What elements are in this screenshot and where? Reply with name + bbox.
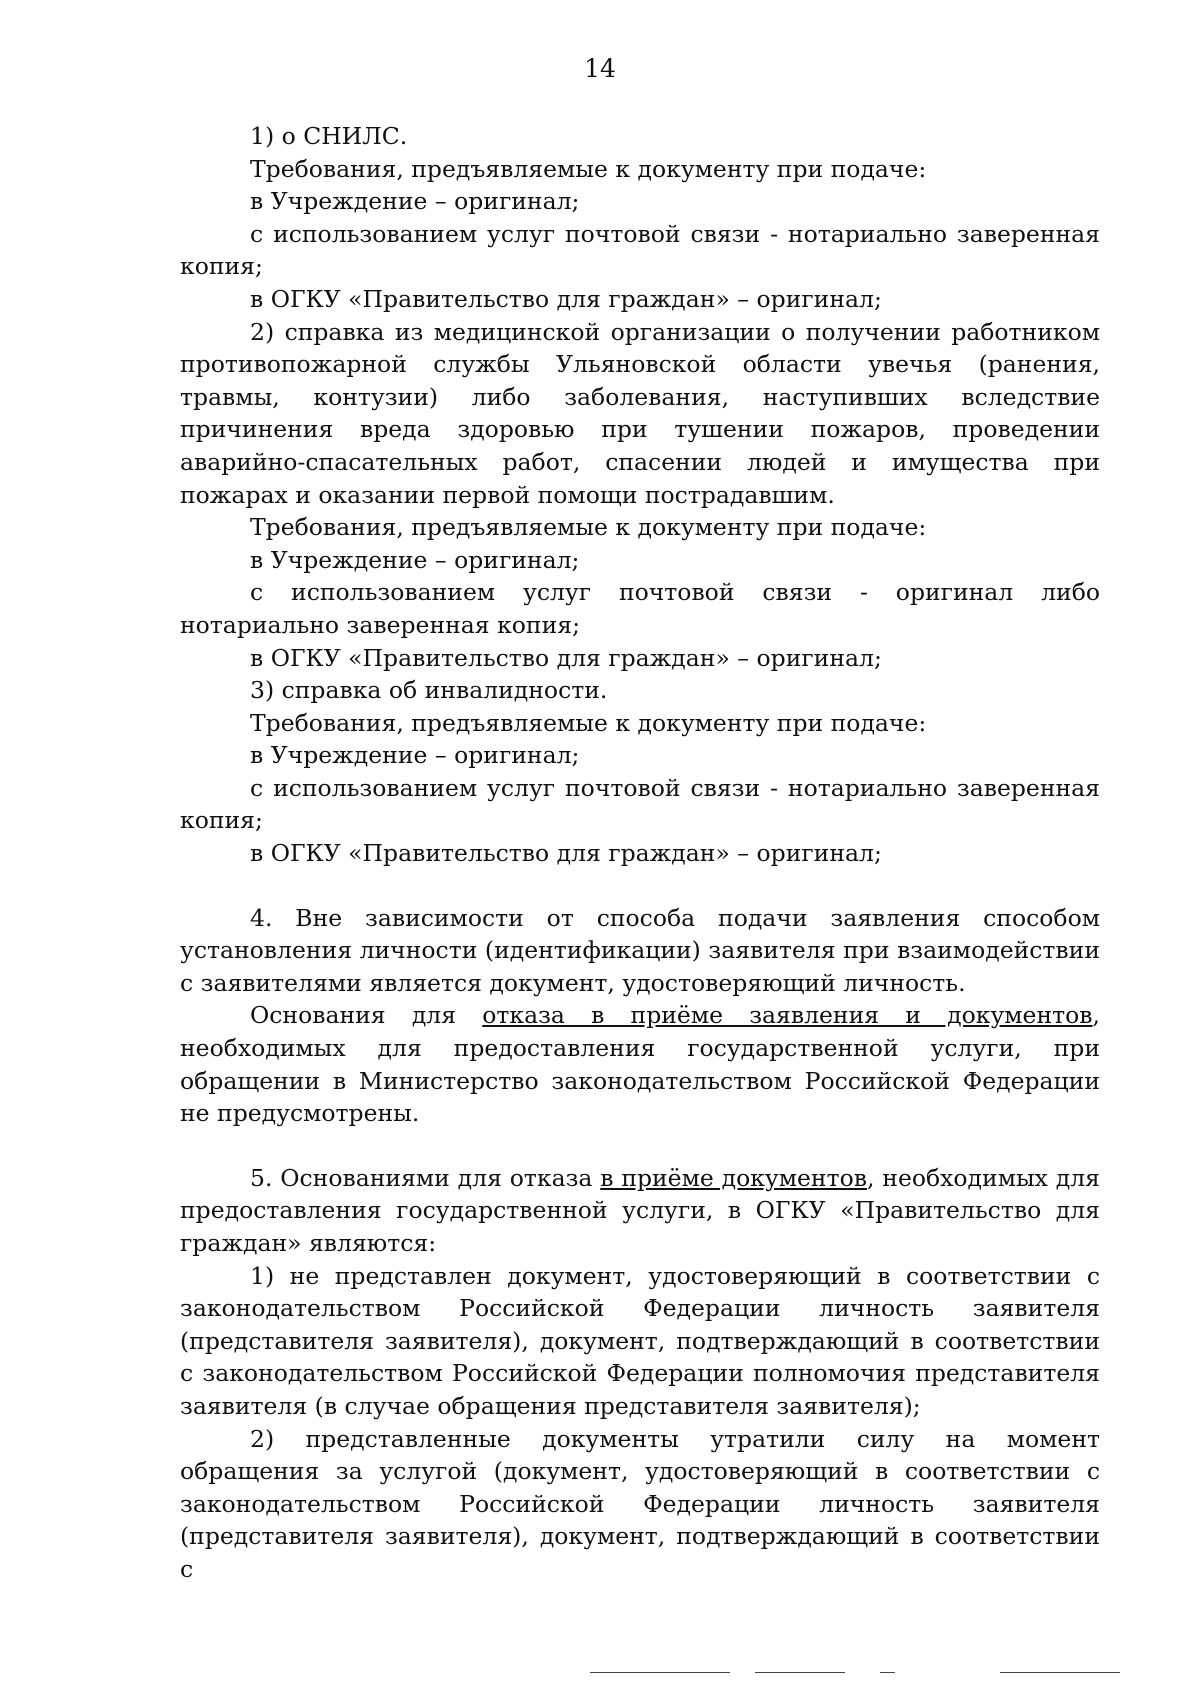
paragraph: 1) не представлен документ, удостоверяющий в соответствии с законодательством Российской Федерации личность заявителя (представителя заявителя), документ, подтверждающий в соответствии с законодательством Российской Федерации полномочия представителя заявителя (в случае обращения представителя заявителя); bbox=[180, 1261, 1100, 1420]
paragraph: с использованием услуг почтовой связи - оригинал либо нотариально заверенная копия; bbox=[180, 578, 1100, 639]
document-body bbox=[180, 120, 1100, 1586]
paragraph: в Учреждение – оригинал; bbox=[250, 187, 580, 216]
paragraph: с использованием услуг почтовой связи - нотариально заверенная копия; bbox=[180, 219, 1100, 281]
paragraph-section-5 bbox=[180, 1162, 1100, 1260]
paragraph: 3) справка об инвалидности. bbox=[250, 676, 608, 705]
text-run: , необходимых для предоставления государственной услуги, при обращении в Министерство законодательством Российской Федерации не предусмотрены. bbox=[180, 1001, 1100, 1128]
text-run: , необходимых для предоставления государственной услуги, в ОГКУ «Правительство для граждан» являются: bbox=[180, 1163, 1100, 1257]
text-run: 5. Основаниями для отказа bbox=[250, 1163, 601, 1192]
underlined-text: отказа в приёме заявления и документов bbox=[482, 1001, 1093, 1030]
paragraph: 2) справка из медицинской организации о получении работником противопожарной службы Ульяновской области увечья (ранения, травмы, контузии) либо заболевания, наступивших вследствие причинения вреда здоровью при тушении пожаров, проведении аварийно-спасательных работ, спасении людей и имущества при пожарах и оказании первой помощи пострадавшим. bbox=[180, 317, 1100, 509]
text-run: Основания для bbox=[250, 1001, 483, 1030]
paragraph: в Учреждение – оригинал; bbox=[250, 545, 580, 574]
footer-rule bbox=[755, 1672, 845, 1673]
paragraph-refusal-grounds bbox=[180, 999, 1100, 1129]
paragraph: в Учреждение – оригинал; bbox=[250, 741, 580, 770]
underlined-text: в приёме документов bbox=[600, 1163, 867, 1192]
paragraph: Требования, предъявляемые к документу при подаче: bbox=[250, 154, 927, 183]
paragraph: в ОГКУ «Правительство для граждан» – оригинал; bbox=[250, 643, 882, 672]
footer-rule bbox=[590, 1672, 730, 1673]
paragraph: Требования, предъявляемые к документу при подаче: bbox=[250, 513, 927, 542]
paragraph: с использованием услуг почтовой связи - нотариально заверенная копия; bbox=[180, 773, 1100, 835]
footer-rule bbox=[880, 1672, 895, 1673]
paragraph: в ОГКУ «Правительство для граждан» – оригинал; bbox=[250, 284, 882, 313]
paragraph: в ОГКУ «Правительство для граждан» – оригинал; bbox=[250, 839, 882, 868]
paragraph: 1) о СНИЛС. bbox=[250, 122, 408, 150]
footer-rule bbox=[1000, 1672, 1120, 1673]
paragraph: Требования, предъявляемые к документу при подаче: bbox=[250, 708, 927, 737]
paragraph-section-4: 4. Вне зависимости от способа подачи заявления способом установления личности (идентификации) заявителя при взаимодействии с заявителями является документ, удостоверяющий личность. bbox=[180, 903, 1100, 997]
page-number: 14 bbox=[584, 54, 616, 83]
paragraph: 2) представленные документы утратили силу на момент обращения за услугой (документ, удостоверяющий в соответствии с законодательством Российской Федерации личность заявителя (представителя заявителя), документ, подтверждающий в соответствии с bbox=[180, 1424, 1100, 1583]
